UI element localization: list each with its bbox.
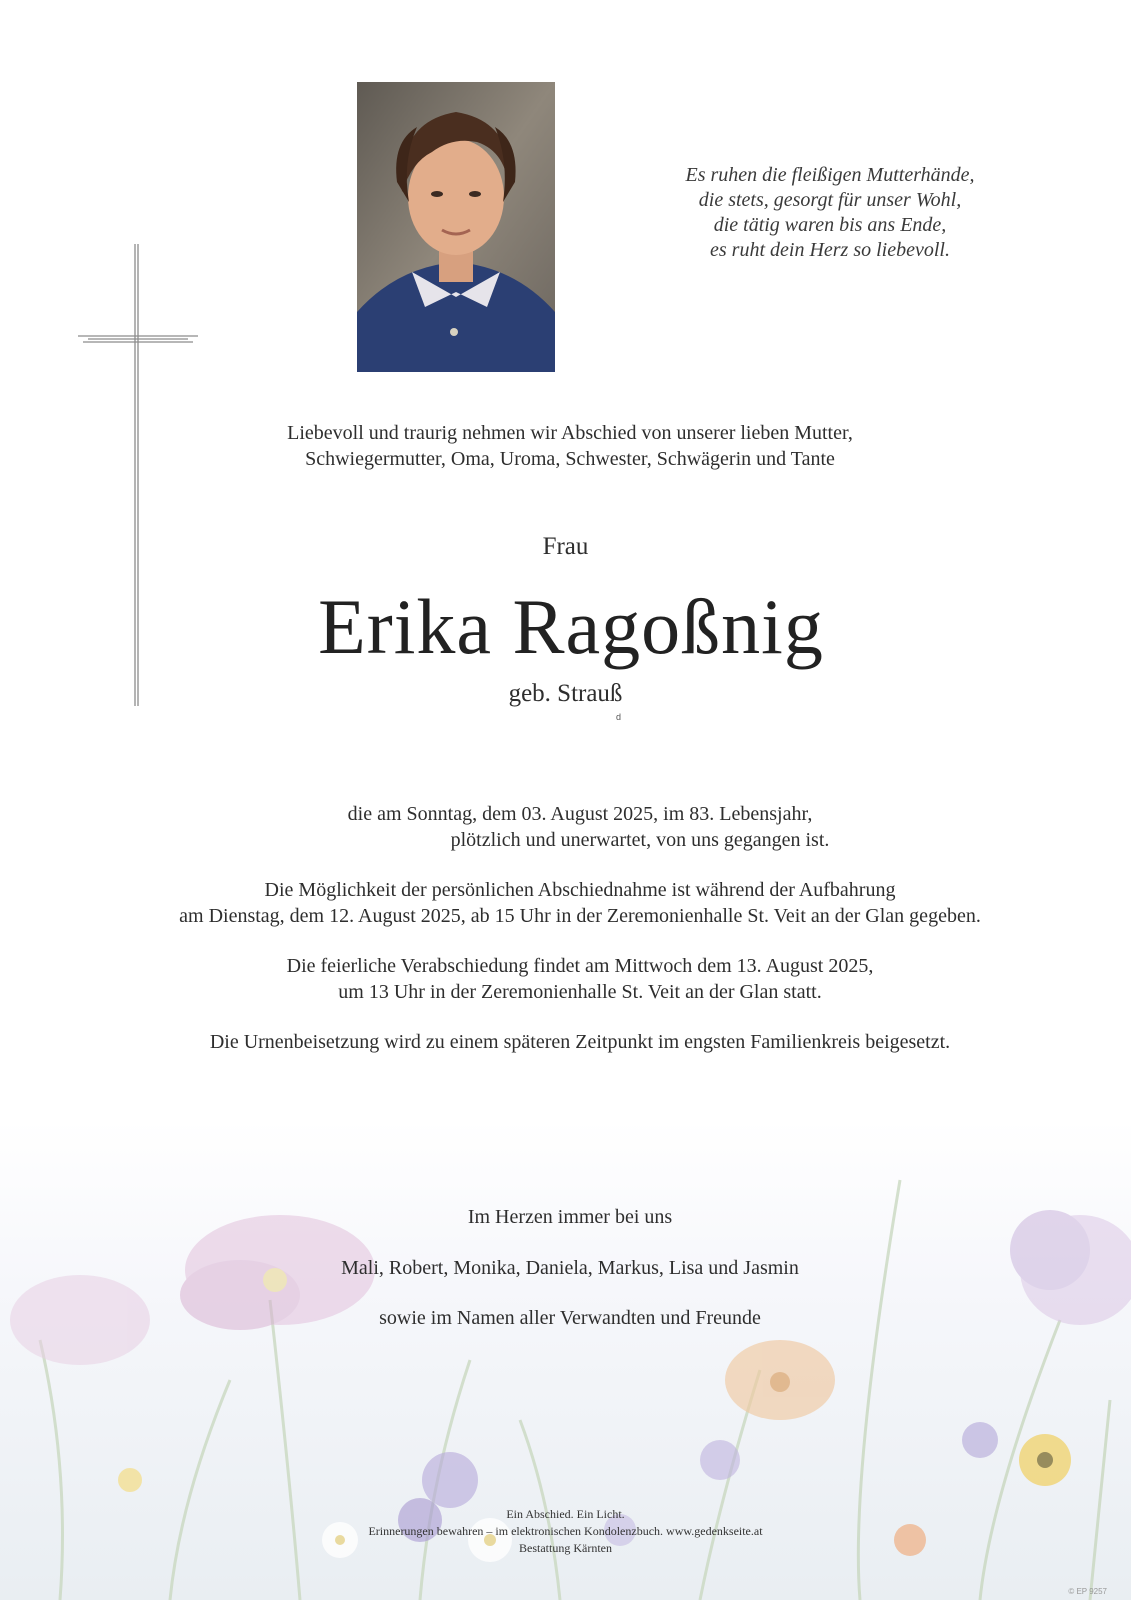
poem-line: Es ruhen die fleißigen Mutterhände, [685, 164, 975, 186]
viewing-info [40, 877, 1120, 929]
maiden-name: geb. Strauß [508, 680, 623, 707]
ceremony-info [40, 953, 1120, 1005]
footer-condolence-link[interactable]: Erinnerungen bewahren – im elektronischen Kondolenzbuch. www.gedenkseite.at [368, 1524, 763, 1538]
ceremony-line: Die feierliche Verabschiedung findet am Mittwoch dem 13. August 2025, [286, 955, 874, 977]
footer-undertaker: Bestattung Kärnten [519, 1541, 612, 1555]
intro-line: Schwiegermutter, Oma, Uroma, Schwester, Schwägerin und Tante [305, 448, 835, 470]
ceremony-line: um 13 Uhr in der Zeremonienhalle St. Veit an der Glan statt. [338, 981, 822, 1003]
poem-line: es ruht dein Herz so liebevoll. [710, 239, 950, 261]
salutation: Frau [542, 533, 589, 560]
portrait-photo [357, 82, 555, 372]
viewing-line: am Dienstag, dem 12. August 2025, ab 15 Uhr in der Zeremonienhalle St. Veit an der Glan gegeben. [179, 905, 981, 927]
document-code: © EP 9257 [1068, 1587, 1107, 1596]
deceased-name: Erika Ragoßnig [318, 583, 824, 670]
burial-info [40, 1029, 1120, 1055]
memorial-poem [630, 163, 1030, 263]
footer [0, 1506, 1131, 1557]
notice-line: die am Sonntag, dem 03. August 2025, im 83. Lebensjahr, [347, 803, 813, 825]
burial-line: Die Urnenbeisetzung wird zu einem späteren Zeitpunkt im engsten Familienkreis beigesetzt. [209, 1031, 951, 1053]
mourners-others: sowie im Namen aller Verwandten und Freunde [379, 1307, 761, 1329]
death-notice [40, 801, 1120, 853]
notice-line: plötzlich und unerwartet, von uns gegangen ist. [450, 829, 830, 851]
intro-line: Liebevoll und traurig nehmen wir Abschied von unserer lieben Mutter, [287, 422, 853, 444]
small-mark: d [616, 712, 622, 722]
farewell-intro [160, 420, 980, 472]
poem-line: die tätig waren bis ans Ende, [713, 214, 947, 236]
footer-tagline: Ein Abschied. Ein Licht. [506, 1507, 625, 1521]
mourners-heading: Im Herzen immer bei uns [467, 1206, 673, 1228]
poem-line: die stets, gesorgt für unser Wohl, [698, 189, 962, 211]
mourners-names: Mali, Robert, Monika, Daniela, Markus, Lisa und Jasmin [341, 1257, 799, 1279]
viewing-line: Die Möglichkeit der persönlichen Abschiednahme ist während der Aufbahrung [264, 879, 896, 901]
